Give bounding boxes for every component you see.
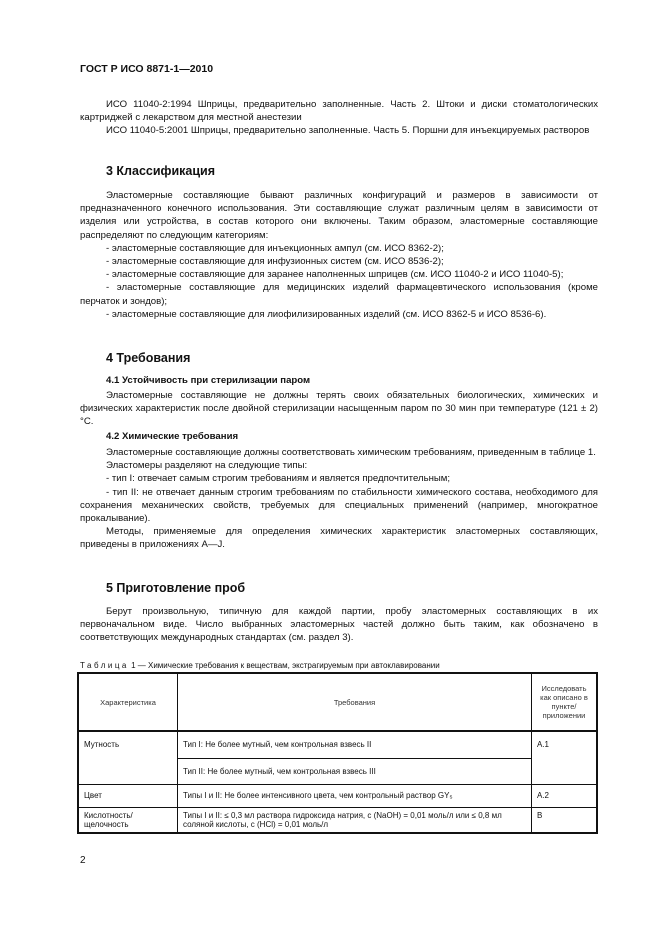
column-header: Исследовать как описано в пункте/ приложении — [532, 673, 598, 731]
cell: Тип I: Не более мутный, чем контрольная взвесь II — [178, 731, 532, 758]
section-4-1-title: 4.1 Устойчивость при стерилизации паром — [106, 375, 311, 386]
table-row — [78, 731, 597, 758]
cell: Тип II: Не более мутный, чем контрольная взвесь III — [178, 758, 532, 784]
document-header: ГОСТ Р ИСО 8871-1—2010 — [80, 63, 214, 75]
list-item: - эластомерные составляющие для медицинских изделий фармацевтического использования (кроме перчаток и зондов); — [80, 282, 598, 307]
table-caption — [80, 661, 440, 670]
cell: Типы I и II: ≤ 0,3 мл раствора гидроксида натрия, c (NaOH) = 0,01 моль/л или ≤ 0,8 мл соляной кислоты, c (HCl) = 0,01 моль/л — [178, 807, 532, 833]
caption-text: 1 — Химические требования к веществам, экстрагируемым при автоклавировании — [131, 661, 440, 670]
section-4-title: 4 Требования — [106, 351, 191, 365]
page-number: 2 — [80, 855, 86, 866]
column-header: Характеристика — [78, 673, 178, 731]
list-item: - тип II: не отвечает данным строгим требованиям по стабильности химического состава, необходимого для сохранения механических свойств, требуемых для специальных применений (например, многократное прокалывание). — [80, 486, 598, 525]
paragraph: Эластомерные составляющие бывают различных конфигураций и размеров в зависимости от предназначенного конечного использования. Эти составляющие служат различным целям в зависимости от изделия или устройства, в состав которого они включены. Таким образом, эластомерные составляющие распределяют по следующим категориям: — [80, 190, 598, 241]
cell: В — [532, 807, 598, 833]
cell: Мутность — [78, 731, 178, 784]
section-4-1-body — [80, 389, 598, 429]
references — [80, 98, 598, 138]
paragraph: Эластомерные составляющие не должны терять своих обязательных биологических, химических и физических характеристик после двойной стерилизации насыщенным паром по 30 мин при температуре (121 ± 2) °С. — [80, 390, 598, 428]
caption-label: Таблица — [80, 661, 129, 670]
chemical-requirements-table — [77, 672, 598, 834]
table-row — [78, 784, 597, 807]
list-item: - тип I: отвечает самым строгим требованиям и является предпочтительным; — [106, 473, 451, 485]
section-3-title: 3 Классификация — [106, 164, 216, 178]
cell: Кислотность/ щелочность — [78, 807, 178, 833]
list-item: - эластомерные составляющие для лиофилизированных изделий (см. ИСО 8362-5 и ИСО 8536-6). — [106, 308, 547, 320]
table-header-row — [78, 673, 597, 731]
section-4-2-title: 4.2 Химические требования — [106, 431, 239, 442]
list-item: - эластомерные составляющие для инфузионных систем (см. ИСО 8536-2); — [106, 256, 444, 268]
reference: ИСО 11040-5:2001 Шприцы, предварительно заполненные. Часть 5. Поршни для инъекцируемых растворов — [106, 125, 590, 137]
paragraph: Эластомерные составляющие должны соответствовать химическим требованиям, приведенным в таблице 1. — [106, 447, 596, 458]
cell: Типы I и II: Не более интенсивного цвета, чем контрольный раствор GY₅ — [178, 784, 532, 807]
reference: ИСО 11040-2:1994 Шприцы, предварительно заполненные. Часть 2. Штоки и диски стоматологических картриджей с лекарством для местной анестезии — [80, 99, 598, 124]
table-row — [78, 807, 597, 833]
list-item: - эластомерные составляющие для заранее наполненных шприцев (см. ИСО 11040-2 и ИСО 11040-5); — [106, 269, 564, 281]
cell: А.1 — [532, 731, 598, 784]
section-4-2-body — [80, 446, 598, 552]
paragraph: Эластомеры разделяют на следующие типы: — [106, 460, 308, 472]
cell: А.2 — [532, 784, 598, 807]
cell: Цвет — [78, 784, 178, 807]
paragraph: Берут произвольную, типичную для каждой партии, пробу эластомерных составляющих в их первоначальном виде. Число выбранных эластомерных частей должно быть таким, как обозначено в соответствующих международных стандартах (см. раздел 3). — [80, 606, 598, 644]
section-3-body — [80, 189, 598, 321]
column-header: Требования — [178, 673, 532, 731]
section-5-body — [80, 605, 598, 645]
section-5-title: 5 Приготовление проб — [106, 581, 246, 595]
paragraph: Методы, применяемые для определения химических характеристик эластомерных составляющих, приведены в приложениях А—J. — [80, 526, 598, 551]
list-item: - эластомерные составляющие для инъекционных ампул (см. ИСО 8362-2); — [106, 242, 444, 254]
